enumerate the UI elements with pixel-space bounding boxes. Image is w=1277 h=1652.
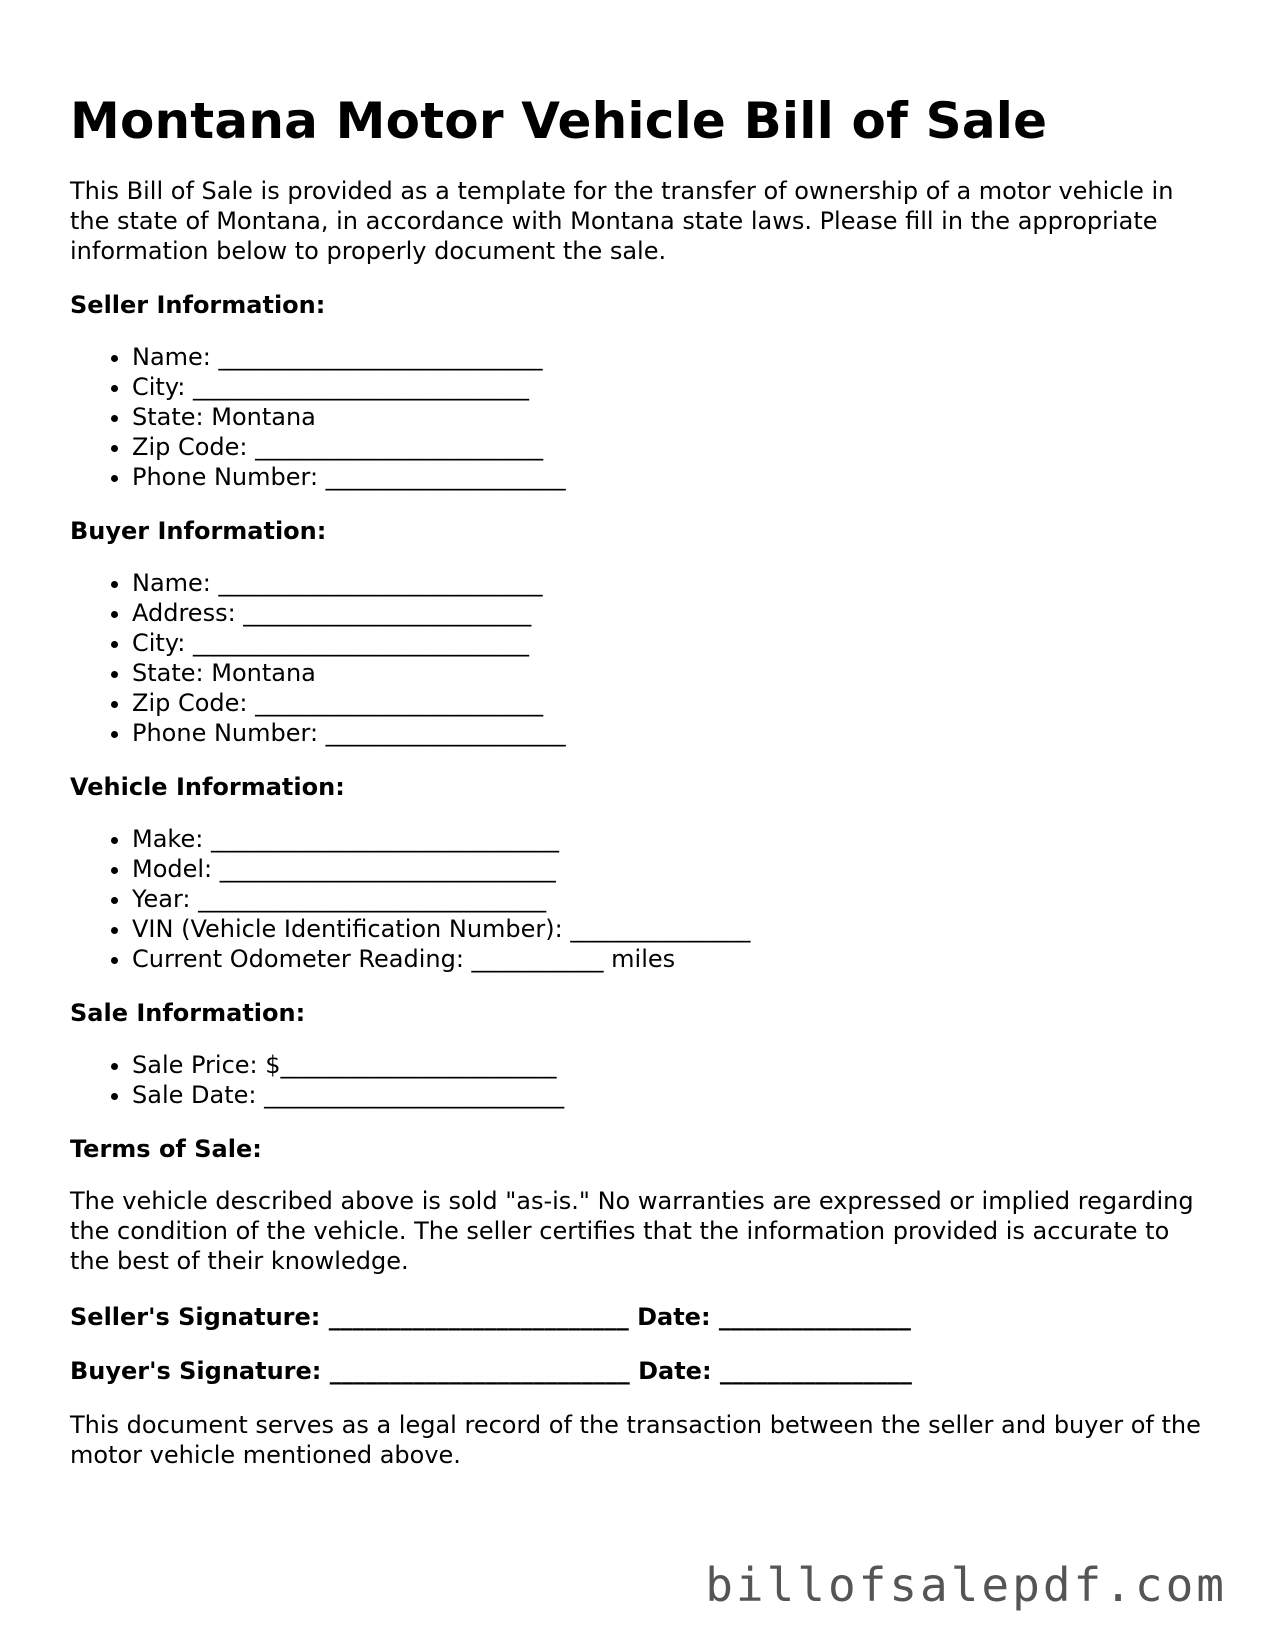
- buyer-city-field: • City: ____________________________: [132, 628, 1210, 658]
- vehicle-list: [70, 824, 1210, 974]
- sale-heading: Sale Information:: [70, 999, 306, 1027]
- document-title: Montana Motor Vehicle Bill of Sale: [70, 92, 1048, 150]
- seller-zip-field: • Zip Code: ________________________: [132, 432, 1210, 462]
- intro-paragraph: This Bill of Sale is provided as a template for the transfer of ownership of a motor vehicle in the state of Montana, in accordance with Montana state laws. Please fill in the appropriate information below to properly document the sale.: [70, 177, 1174, 265]
- seller-signature-line: Seller's Signature: _________________________ Date: ________________: [70, 1303, 911, 1331]
- terms-heading: Terms of Sale:: [70, 1135, 262, 1163]
- terms-paragraph: The vehicle described above is sold "as-is." No warranties are expressed or implied regarding the condition of the vehicle. The seller certifies that the information provided is accurate to the best of their knowledge.: [70, 1187, 1194, 1275]
- seller-list: [70, 342, 1210, 492]
- vehicle-model-field: • Model: ____________________________: [132, 854, 1210, 884]
- buyer-state-field: • State: Montana: [132, 658, 1210, 688]
- seller-city-field: • City: ____________________________: [132, 372, 1210, 402]
- seller-phone-field: • Phone Number: ____________________: [132, 462, 1210, 492]
- vehicle-year-field: • Year: _____________________________: [132, 884, 1210, 914]
- sale-date-field: • Sale Date: _________________________: [132, 1080, 1210, 1110]
- seller-heading: Seller Information:: [70, 291, 326, 319]
- seller-state-field: • State: Montana: [132, 402, 1210, 432]
- seller-name-field: • Name: ___________________________: [132, 342, 1210, 372]
- buyer-address-field: • Address: ________________________: [132, 598, 1210, 628]
- vehicle-heading: Vehicle Information:: [70, 773, 345, 801]
- buyer-list: [70, 568, 1210, 748]
- buyer-phone-field: • Phone Number: ____________________: [132, 718, 1210, 748]
- vehicle-vin-field: • VIN (Vehicle Identification Number): _______________: [132, 914, 1210, 944]
- sale-price-field: • Sale Price: $_______________________: [132, 1050, 1210, 1080]
- buyer-heading: Buyer Information:: [70, 517, 327, 545]
- buyer-zip-field: • Zip Code: ________________________: [132, 688, 1210, 718]
- vehicle-make-field: • Make: _____________________________: [132, 824, 1210, 854]
- document-page: [70, 88, 1210, 1470]
- buyer-signature-line: Buyer's Signature: _________________________ Date: ________________: [70, 1357, 912, 1385]
- buyer-name-field: • Name: ___________________________: [132, 568, 1210, 598]
- closing-paragraph: This document serves as a legal record of the transaction between the seller and buyer of the motor vehicle mentioned above.: [70, 1411, 1201, 1469]
- sale-list: [70, 1050, 1210, 1110]
- site-watermark: billofsalepdf.com: [705, 1558, 1227, 1612]
- vehicle-odometer-field: • Current Odometer Reading: ___________ miles: [132, 944, 1210, 974]
